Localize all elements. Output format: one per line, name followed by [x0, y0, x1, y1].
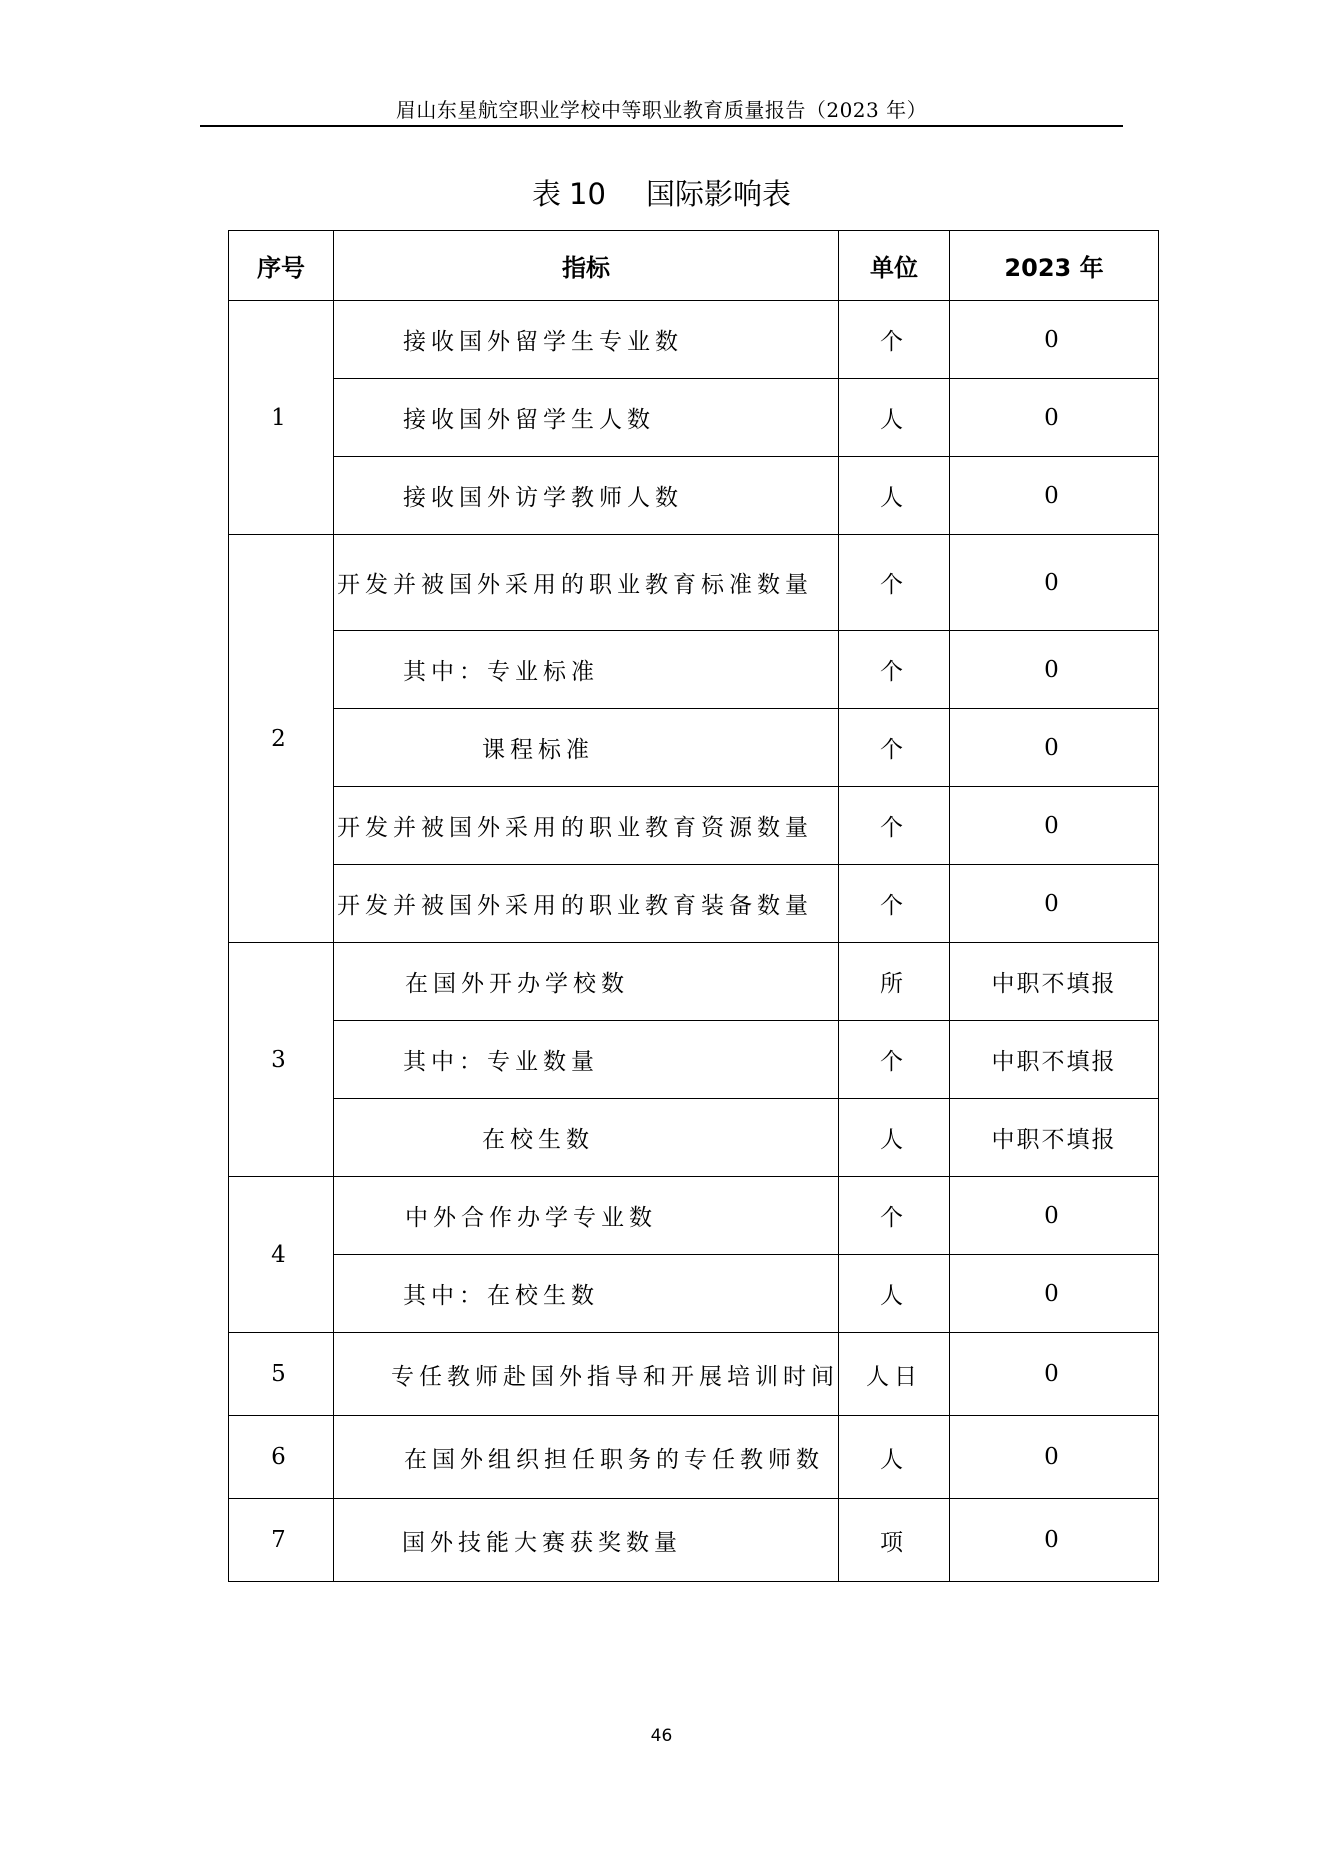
column-header-indicator: 指标: [334, 231, 839, 301]
value-cell: 0: [950, 709, 1159, 787]
unit-cell: 人: [839, 1416, 950, 1499]
group-seq-6: 6: [229, 1416, 334, 1499]
table-row: [229, 1177, 1159, 1255]
value-cell: 0: [950, 865, 1159, 943]
table-title: [0, 172, 1323, 213]
unit-cell: 个: [839, 1021, 950, 1099]
unit-cell: 人: [839, 457, 950, 535]
table-row: [229, 943, 1159, 1021]
value-cell: 0: [950, 1333, 1159, 1416]
page-number: 46: [650, 1726, 673, 1746]
table-row: [229, 631, 1159, 709]
indicator-cell: 课程标准: [334, 709, 839, 787]
indicator-cell: 接收国外访学教师人数: [334, 457, 839, 535]
running-header: 眉山东星航空职业学校中等职业教育质量报告（2023 年）: [395, 98, 928, 122]
column-header-year: 2023 年: [950, 231, 1159, 301]
indicator-cell: 接收国外留学生专业数: [334, 301, 839, 379]
group-seq-4: 4: [229, 1177, 334, 1333]
table-row: [229, 535, 1159, 631]
indicator-cell: 在国外开办学校数: [334, 943, 839, 1021]
group-seq-7: 7: [229, 1499, 334, 1582]
table-row: [229, 1499, 1159, 1582]
unit-cell: 个: [839, 865, 950, 943]
column-header-seq: 序号: [229, 231, 334, 301]
table-row: [229, 379, 1159, 457]
table-row: [229, 787, 1159, 865]
table-title-prefix: 表: [532, 177, 562, 211]
international-influence-table: [228, 230, 1159, 1582]
table-header-row: [229, 231, 1159, 301]
value-cell: 0: [950, 457, 1159, 535]
table-row: [229, 1255, 1159, 1333]
unit-cell: 个: [839, 709, 950, 787]
indicator-cell: 开发并被国外采用的职业教育标准数量: [334, 535, 839, 631]
indicator-cell: 国外技能大赛获奖数量: [334, 1499, 839, 1582]
indicator-cell: 其中：在校生数: [334, 1255, 839, 1333]
value-cell: 中职不填报: [950, 1021, 1159, 1099]
group-seq-2: 2: [229, 535, 334, 943]
value-cell: 0: [950, 1499, 1159, 1582]
header-rule: [200, 125, 1123, 127]
value-cell: 中职不填报: [950, 1099, 1159, 1177]
indicator-cell: 其中：专业数量: [334, 1021, 839, 1099]
indicator-cell: 在校生数: [334, 1099, 839, 1177]
table-title-number: 10: [569, 177, 606, 211]
group-seq-1: 1: [229, 301, 334, 535]
table-row: [229, 457, 1159, 535]
value-cell: 0: [950, 787, 1159, 865]
table-row: [229, 1333, 1159, 1416]
unit-cell: 个: [839, 787, 950, 865]
value-cell: 中职不填报: [950, 943, 1159, 1021]
value-cell: 0: [950, 301, 1159, 379]
unit-cell: 个: [839, 631, 950, 709]
table-row: [229, 301, 1159, 379]
indicator-cell: 其中：专业标准: [334, 631, 839, 709]
table-title-name: 国际影响表: [645, 177, 791, 211]
unit-cell: 项: [839, 1499, 950, 1582]
group-seq-3: 3: [229, 943, 334, 1177]
unit-cell: 个: [839, 535, 950, 631]
indicator-cell: 在国外组织担任职务的专任教师数: [334, 1416, 839, 1499]
table-row: [229, 1021, 1159, 1099]
indicator-cell: 开发并被国外采用的职业教育装备数量: [334, 865, 839, 943]
value-cell: 0: [950, 1177, 1159, 1255]
value-cell: 0: [950, 1255, 1159, 1333]
indicator-cell: 专任教师赴国外指导和开展培训时间: [334, 1333, 839, 1416]
value-cell: 0: [950, 631, 1159, 709]
table-row: [229, 709, 1159, 787]
value-cell: 0: [950, 535, 1159, 631]
unit-cell: 个: [839, 1177, 950, 1255]
table-row: [229, 1099, 1159, 1177]
group-seq-5: 5: [229, 1333, 334, 1416]
table-row: [229, 865, 1159, 943]
column-header-unit: 单位: [839, 231, 950, 301]
unit-cell: 人: [839, 1255, 950, 1333]
unit-cell: 人: [839, 1099, 950, 1177]
indicator-cell: 接收国外留学生人数: [334, 379, 839, 457]
unit-cell: 人日: [839, 1333, 950, 1416]
indicator-cell: 开发并被国外采用的职业教育资源数量: [334, 787, 839, 865]
table-row: [229, 1416, 1159, 1499]
value-cell: 0: [950, 1416, 1159, 1499]
indicator-cell: 中外合作办学专业数: [334, 1177, 839, 1255]
unit-cell: 人: [839, 379, 950, 457]
unit-cell: 个: [839, 301, 950, 379]
value-cell: 0: [950, 379, 1159, 457]
unit-cell: 所: [839, 943, 950, 1021]
